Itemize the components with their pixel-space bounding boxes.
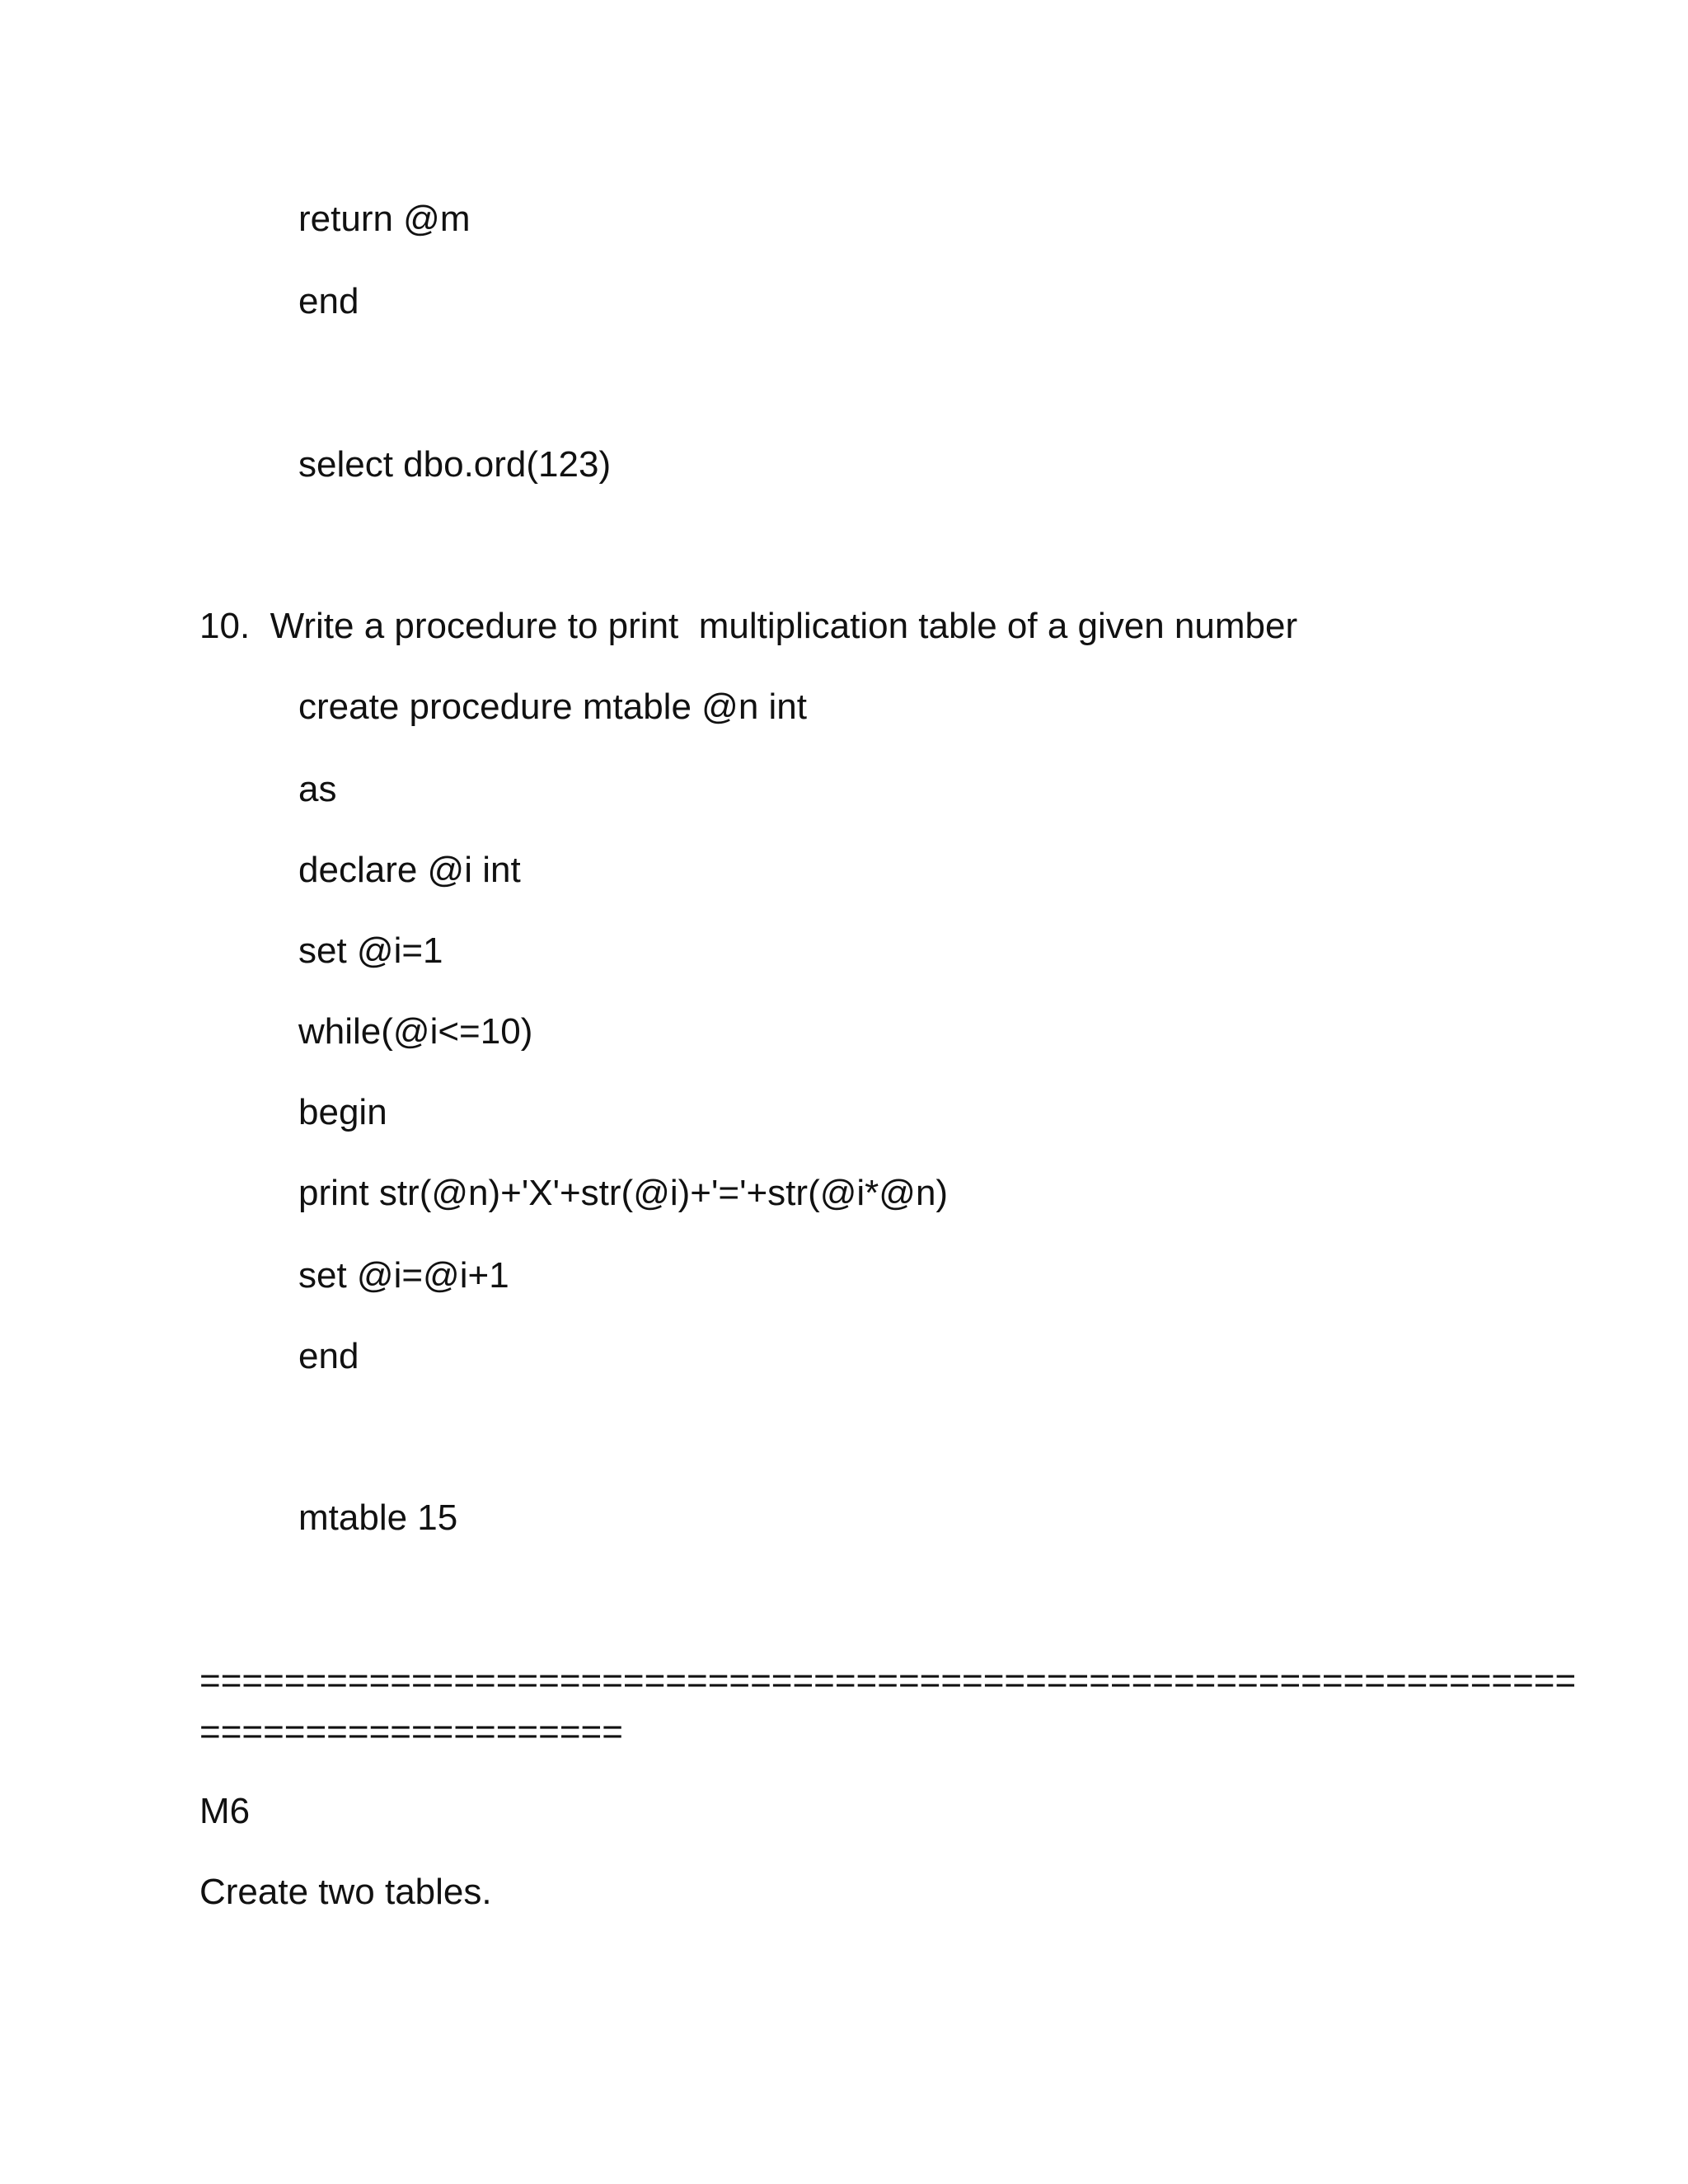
code-line: as (298, 769, 337, 809)
code-line: declare @i int (298, 850, 521, 890)
code-line: while(@i<=10) (298, 1011, 533, 1052)
code-line: create procedure mtable @n int (298, 687, 807, 727)
separator-line: ================================================================= (199, 1661, 1577, 1701)
code-line: begin (298, 1092, 387, 1132)
code-line-return: return @m (298, 199, 471, 239)
code-line-exec: mtable 15 (298, 1497, 458, 1538)
code-line: end (298, 1336, 359, 1376)
code-line-end: end (298, 281, 359, 321)
code-line: set @i=@i+1 (298, 1255, 509, 1296)
question-heading: 10. Write a procedure to print multiplication table of a given number (199, 606, 1298, 646)
code-line: set @i=1 (298, 930, 443, 971)
code-line: print str(@n)+'X'+str(@i)+'='+str(@i*@n) (298, 1173, 949, 1213)
separator-line: ==================== (199, 1712, 623, 1752)
section-text: Create two tables. (199, 1872, 492, 1912)
section-code: M6 (199, 1791, 251, 1831)
code-line-select: select dbo.ord(123) (298, 444, 612, 485)
